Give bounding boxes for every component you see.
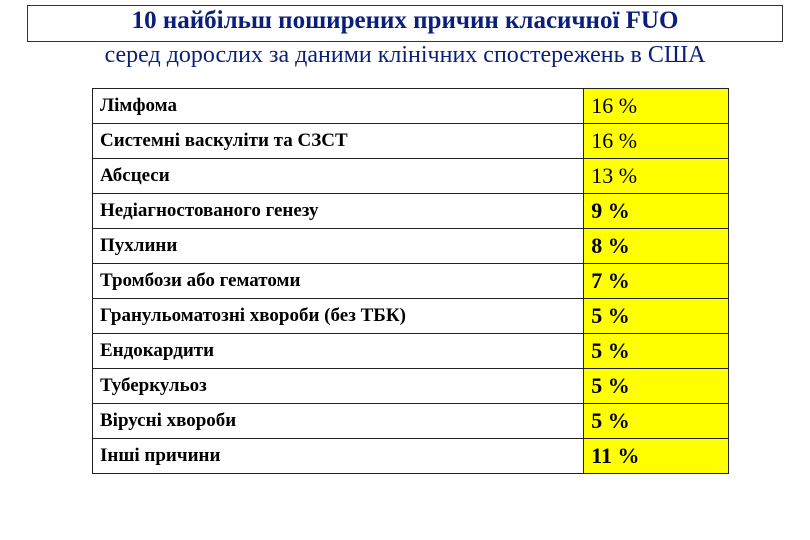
- cause-name: Тромбози або гематоми: [93, 264, 584, 299]
- cause-percent: 7 %: [584, 264, 729, 299]
- cause-percent: 13 %: [584, 159, 729, 194]
- cause-name: Системні васкуліти та СЗСТ: [93, 124, 584, 159]
- table-row: [93, 334, 729, 369]
- cause-name: Туберкульоз: [93, 369, 584, 404]
- table-row: [93, 159, 729, 194]
- cause-percent: 16 %: [584, 124, 729, 159]
- cause-percent: 9 %: [584, 194, 729, 229]
- table-row: [93, 194, 729, 229]
- table-row: [93, 229, 729, 264]
- cause-percent: 8 %: [584, 229, 729, 264]
- cause-name: Інші причини: [93, 439, 584, 474]
- cause-name: Ендокардити: [93, 334, 584, 369]
- cause-name: Лімфома: [93, 89, 584, 124]
- table-row: [93, 404, 729, 439]
- cause-percent: 5 %: [584, 299, 729, 334]
- table-row: [93, 439, 729, 474]
- table-row: [93, 264, 729, 299]
- table-row: [93, 89, 729, 124]
- table-row: [93, 299, 729, 334]
- cause-percent: 11 %: [584, 439, 729, 474]
- table-row: [93, 124, 729, 159]
- causes-table: [92, 88, 729, 474]
- cause-percent: 16 %: [584, 89, 729, 124]
- table-row: [93, 369, 729, 404]
- cause-name: Вірусні хвороби: [93, 404, 584, 439]
- cause-name: Абсцеси: [93, 159, 584, 194]
- cause-name: Пухлини: [93, 229, 584, 264]
- cause-name: Гранульоматозні хвороби (без ТБК): [93, 299, 584, 334]
- cause-percent: 5 %: [584, 369, 729, 404]
- page-title: 10 найбільш поширених причин класичної FUO: [131, 7, 679, 34]
- cause-percent: 5 %: [584, 334, 729, 369]
- page-subtitle: серед дорослих за даними клінічних спостережень в США: [104, 42, 706, 68]
- cause-name: Недіагностованого генезу: [93, 194, 584, 229]
- cause-percent: 5 %: [584, 404, 729, 439]
